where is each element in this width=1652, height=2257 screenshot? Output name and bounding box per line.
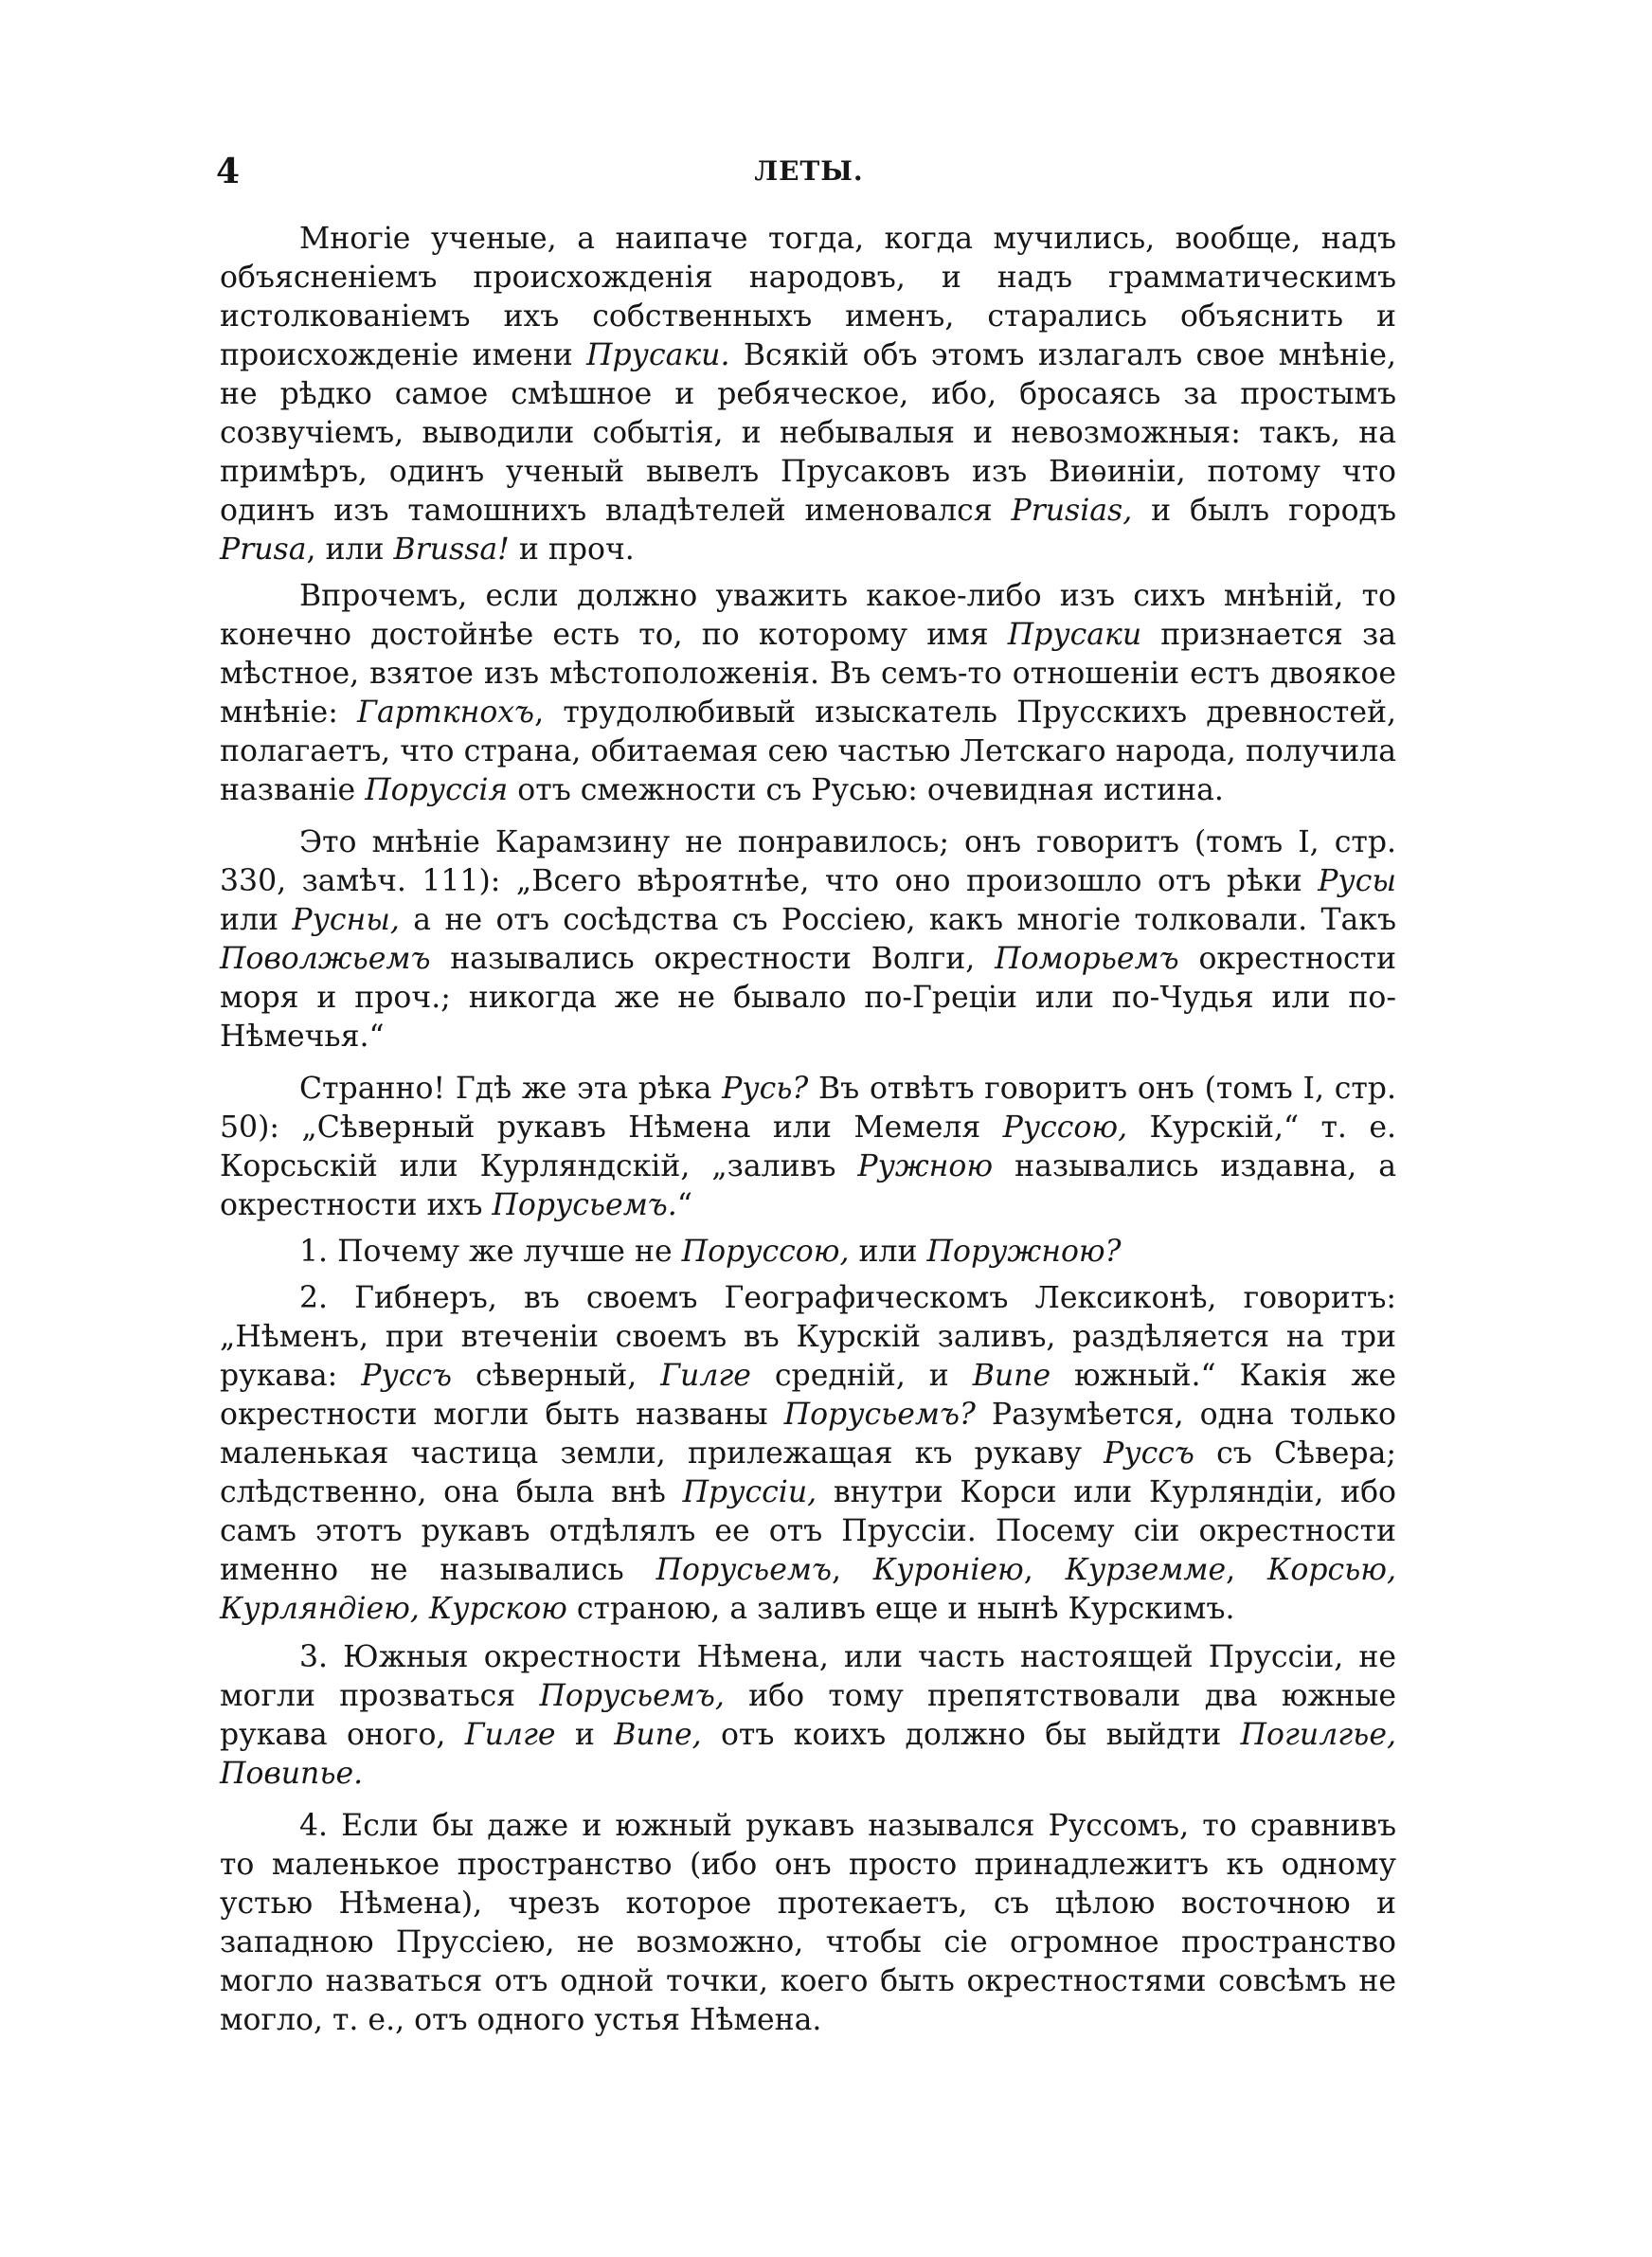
text-run: назывались окрестности Волги, bbox=[430, 942, 996, 976]
text-run: окрестности моря и проч.; никогда же не бывало по-Греціи или по-Чудья или по-Нѣмечья.“ bbox=[220, 942, 1397, 1054]
italic-term: Руссою, bbox=[1002, 1110, 1128, 1145]
italic-term: Випе bbox=[972, 1359, 1051, 1393]
text-run: Въ отвѣтъ говоритъ онъ (томъ I, стр. 50): „Сѣверный рукавъ Нѣмена или Мемеля bbox=[220, 1072, 1396, 1145]
text-run bbox=[420, 1592, 429, 1626]
italic-term: Випе, bbox=[614, 1718, 702, 1752]
italic-term: Прусаки. bbox=[586, 338, 730, 372]
italic-term: Поволжьемъ bbox=[220, 942, 431, 976]
italic-term: Гилге bbox=[660, 1359, 751, 1393]
page-header bbox=[216, 152, 1402, 193]
text-run: южный.“ Какія же окрестности могли быть названы bbox=[220, 1359, 1396, 1432]
italic-term: Prusias, bbox=[1011, 494, 1133, 528]
text-run: средній, и bbox=[750, 1359, 973, 1393]
italic-term: Порусьемъ, bbox=[539, 1679, 725, 1713]
italic-term: Поморьемъ bbox=[995, 942, 1179, 976]
italic-term: Поруссія bbox=[365, 773, 509, 807]
text-run: , bbox=[831, 1553, 873, 1587]
italic-term: Куроніею bbox=[872, 1553, 1024, 1587]
text-run: съ Сѣвера; слѣдственно, она была внѣ bbox=[220, 1436, 1396, 1509]
text-run: , трудолюбивый изыскатель Прусскихъ древностей, полагаетъ, что страна, обитаемая сею частью Летскаго народа, получила названіе bbox=[220, 695, 1396, 807]
italic-term: Курскою bbox=[428, 1592, 567, 1626]
italic-term: Порусьемъ? bbox=[783, 1398, 976, 1432]
text-run: страною, а заливъ еще и нынѣ Курскимъ. bbox=[566, 1592, 1235, 1626]
italic-term: Русь? bbox=[722, 1072, 809, 1106]
text-run: Многіе ученые, а наипаче тогда, когда мучились, вообще, надъ объясненіемъ происхожденія народовъ, и надъ грамматическимъ истолкованіемъ ихъ собственныхъ именъ, старались объяснить и происхожденіе имени bbox=[220, 222, 1396, 372]
note-4 bbox=[220, 1807, 1396, 2040]
italic-term: Руссъ bbox=[361, 1359, 453, 1393]
text-run: Странно! Гдѣ же эта рѣка bbox=[299, 1072, 723, 1106]
italic-term: Brussa! bbox=[393, 533, 510, 567]
text-run: , bbox=[1023, 1553, 1066, 1587]
italic-term: Русны, bbox=[292, 903, 400, 937]
body-text bbox=[220, 220, 1396, 2053]
text-run: Это мнѣніе Карамзину не понравилось; онъ говоритъ (томъ I, стр. 330, замѣч. 111): „Всего вѣроятнѣе, что оно произошло отъ рѣки bbox=[220, 825, 1396, 898]
text-run: Курскій,“ т. е. Корсьскій или Курляндскій, „заливъ bbox=[220, 1110, 1396, 1183]
italic-term: Курляндіею, bbox=[220, 1592, 420, 1626]
note-1 bbox=[220, 1233, 1396, 1272]
italic-term: Пруссіи, bbox=[682, 1475, 817, 1509]
paragraph-1 bbox=[220, 220, 1396, 569]
italic-term: Погилгье, Повипье. bbox=[220, 1718, 1396, 1791]
text-run: 2. Гибнеръ, въ своемъ Географическомъ Лексиконѣ, говоритъ: „Нѣменъ, при втеченіи своемъ въ Курскій заливъ, раздѣляется на три рукава: bbox=[220, 1281, 1396, 1393]
text-run: , или bbox=[306, 533, 394, 567]
italic-term: Прусаки bbox=[1007, 618, 1142, 652]
running-title: ЛЕТЫ. bbox=[754, 155, 864, 187]
italic-term: Гарткнохъ bbox=[357, 695, 535, 730]
text-run: , bbox=[1226, 1553, 1267, 1587]
italic-term: Русы bbox=[1318, 864, 1396, 898]
text-run: а не отъ сосѣдства съ Россіею, какъ многіе толковали. Такъ bbox=[399, 903, 1397, 937]
text-run: отъ коихъ должно бы выйдти bbox=[701, 1718, 1241, 1752]
italic-term: Корсью, bbox=[1266, 1553, 1397, 1587]
note-3 bbox=[220, 1638, 1396, 1794]
italic-term: Порусьемъ. bbox=[492, 1188, 677, 1222]
italic-term: Порусьемъ bbox=[655, 1553, 832, 1587]
text-run: Всякій объ этомъ излагалъ свое мнѣніе, не рѣдко самое смѣшное и ребяческое, ибо, бросаясь за простымъ созвучіемъ, выводили событія, и небывалыя и невозможныя: такъ, на примѣръ, одинъ ученый вывелъ Прусаковъ изъ Виѳиніи, потому что одинъ изъ тамошнихъ владѣтелей именовался bbox=[220, 338, 1396, 528]
text-run: и bbox=[555, 1718, 615, 1752]
italic-term: Ружною bbox=[857, 1149, 994, 1183]
text-run: или bbox=[849, 1235, 927, 1269]
paragraph-3 bbox=[220, 823, 1396, 1056]
paragraph-2 bbox=[220, 577, 1396, 810]
italic-term: Prusa bbox=[220, 533, 307, 567]
text-run: внутри Корси или Курляндіи, ибо самъ этотъ рукавъ отдѣлялъ ее отъ Пруссіи. Посему сіи окрестности именно не назывались bbox=[220, 1475, 1397, 1587]
paragraph-4 bbox=[220, 1070, 1396, 1225]
text-run: назывались издавна, а окрестности ихъ bbox=[220, 1149, 1396, 1222]
text-run: ибо тому препятствовали два южные рукава оного, bbox=[220, 1679, 1396, 1752]
text-run: сѣверный, bbox=[452, 1359, 661, 1393]
text-run: “ bbox=[676, 1188, 692, 1222]
text-run: 3. Южныя окрестности Нѣмена, или часть настоящей Пруссіи, не могли прозваться bbox=[220, 1640, 1396, 1713]
text-run: и былъ городъ bbox=[1132, 494, 1396, 528]
text-run: Впрочемъ, если должно уважить какое-либо изъ сихъ мнѣній, то конечно достойнѣе есть то, по которому имя bbox=[220, 579, 1396, 652]
text-run: и проч. bbox=[509, 533, 635, 567]
text-run: отъ смежности съ Русью: очевидная истина. bbox=[508, 773, 1224, 807]
italic-term: Гилге bbox=[464, 1718, 556, 1752]
text-run: признается за мѣстное, взятое изъ мѣстоположенія. Въ семъ-то отношеніи естъ двоякое мнѣніе: bbox=[220, 618, 1397, 730]
italic-term: Руссъ bbox=[1104, 1436, 1194, 1471]
text-run: 1. Почему же лучше не bbox=[299, 1235, 682, 1269]
text-run: или bbox=[220, 903, 293, 937]
text-run: Разумѣется, одна только маленькая частица земли, прилежащая къ рукаву bbox=[220, 1398, 1396, 1471]
text-run: 4. Если бы даже и южный рукавъ назывался Руссомъ, то сравнивъ то маленькое пространство (ибо онъ просто принадлежитъ къ одному устью Нѣмена), чрезъ которое протекаетъ, съ цѣлою восточною и западною Пруссіею, не возможно, чтобы сіе огромное пространство могло назваться отъ одной точки, коего быть окрестностями совсѣмъ не могло, т. е., отъ одного устья Нѣмена. bbox=[220, 1809, 1396, 2037]
note-2 bbox=[220, 1279, 1396, 1629]
italic-term: Курземме bbox=[1065, 1553, 1227, 1587]
italic-term: Поружною? bbox=[926, 1235, 1122, 1269]
italic-term: Поруссою, bbox=[681, 1235, 850, 1269]
page-number: 4 bbox=[216, 152, 241, 191]
